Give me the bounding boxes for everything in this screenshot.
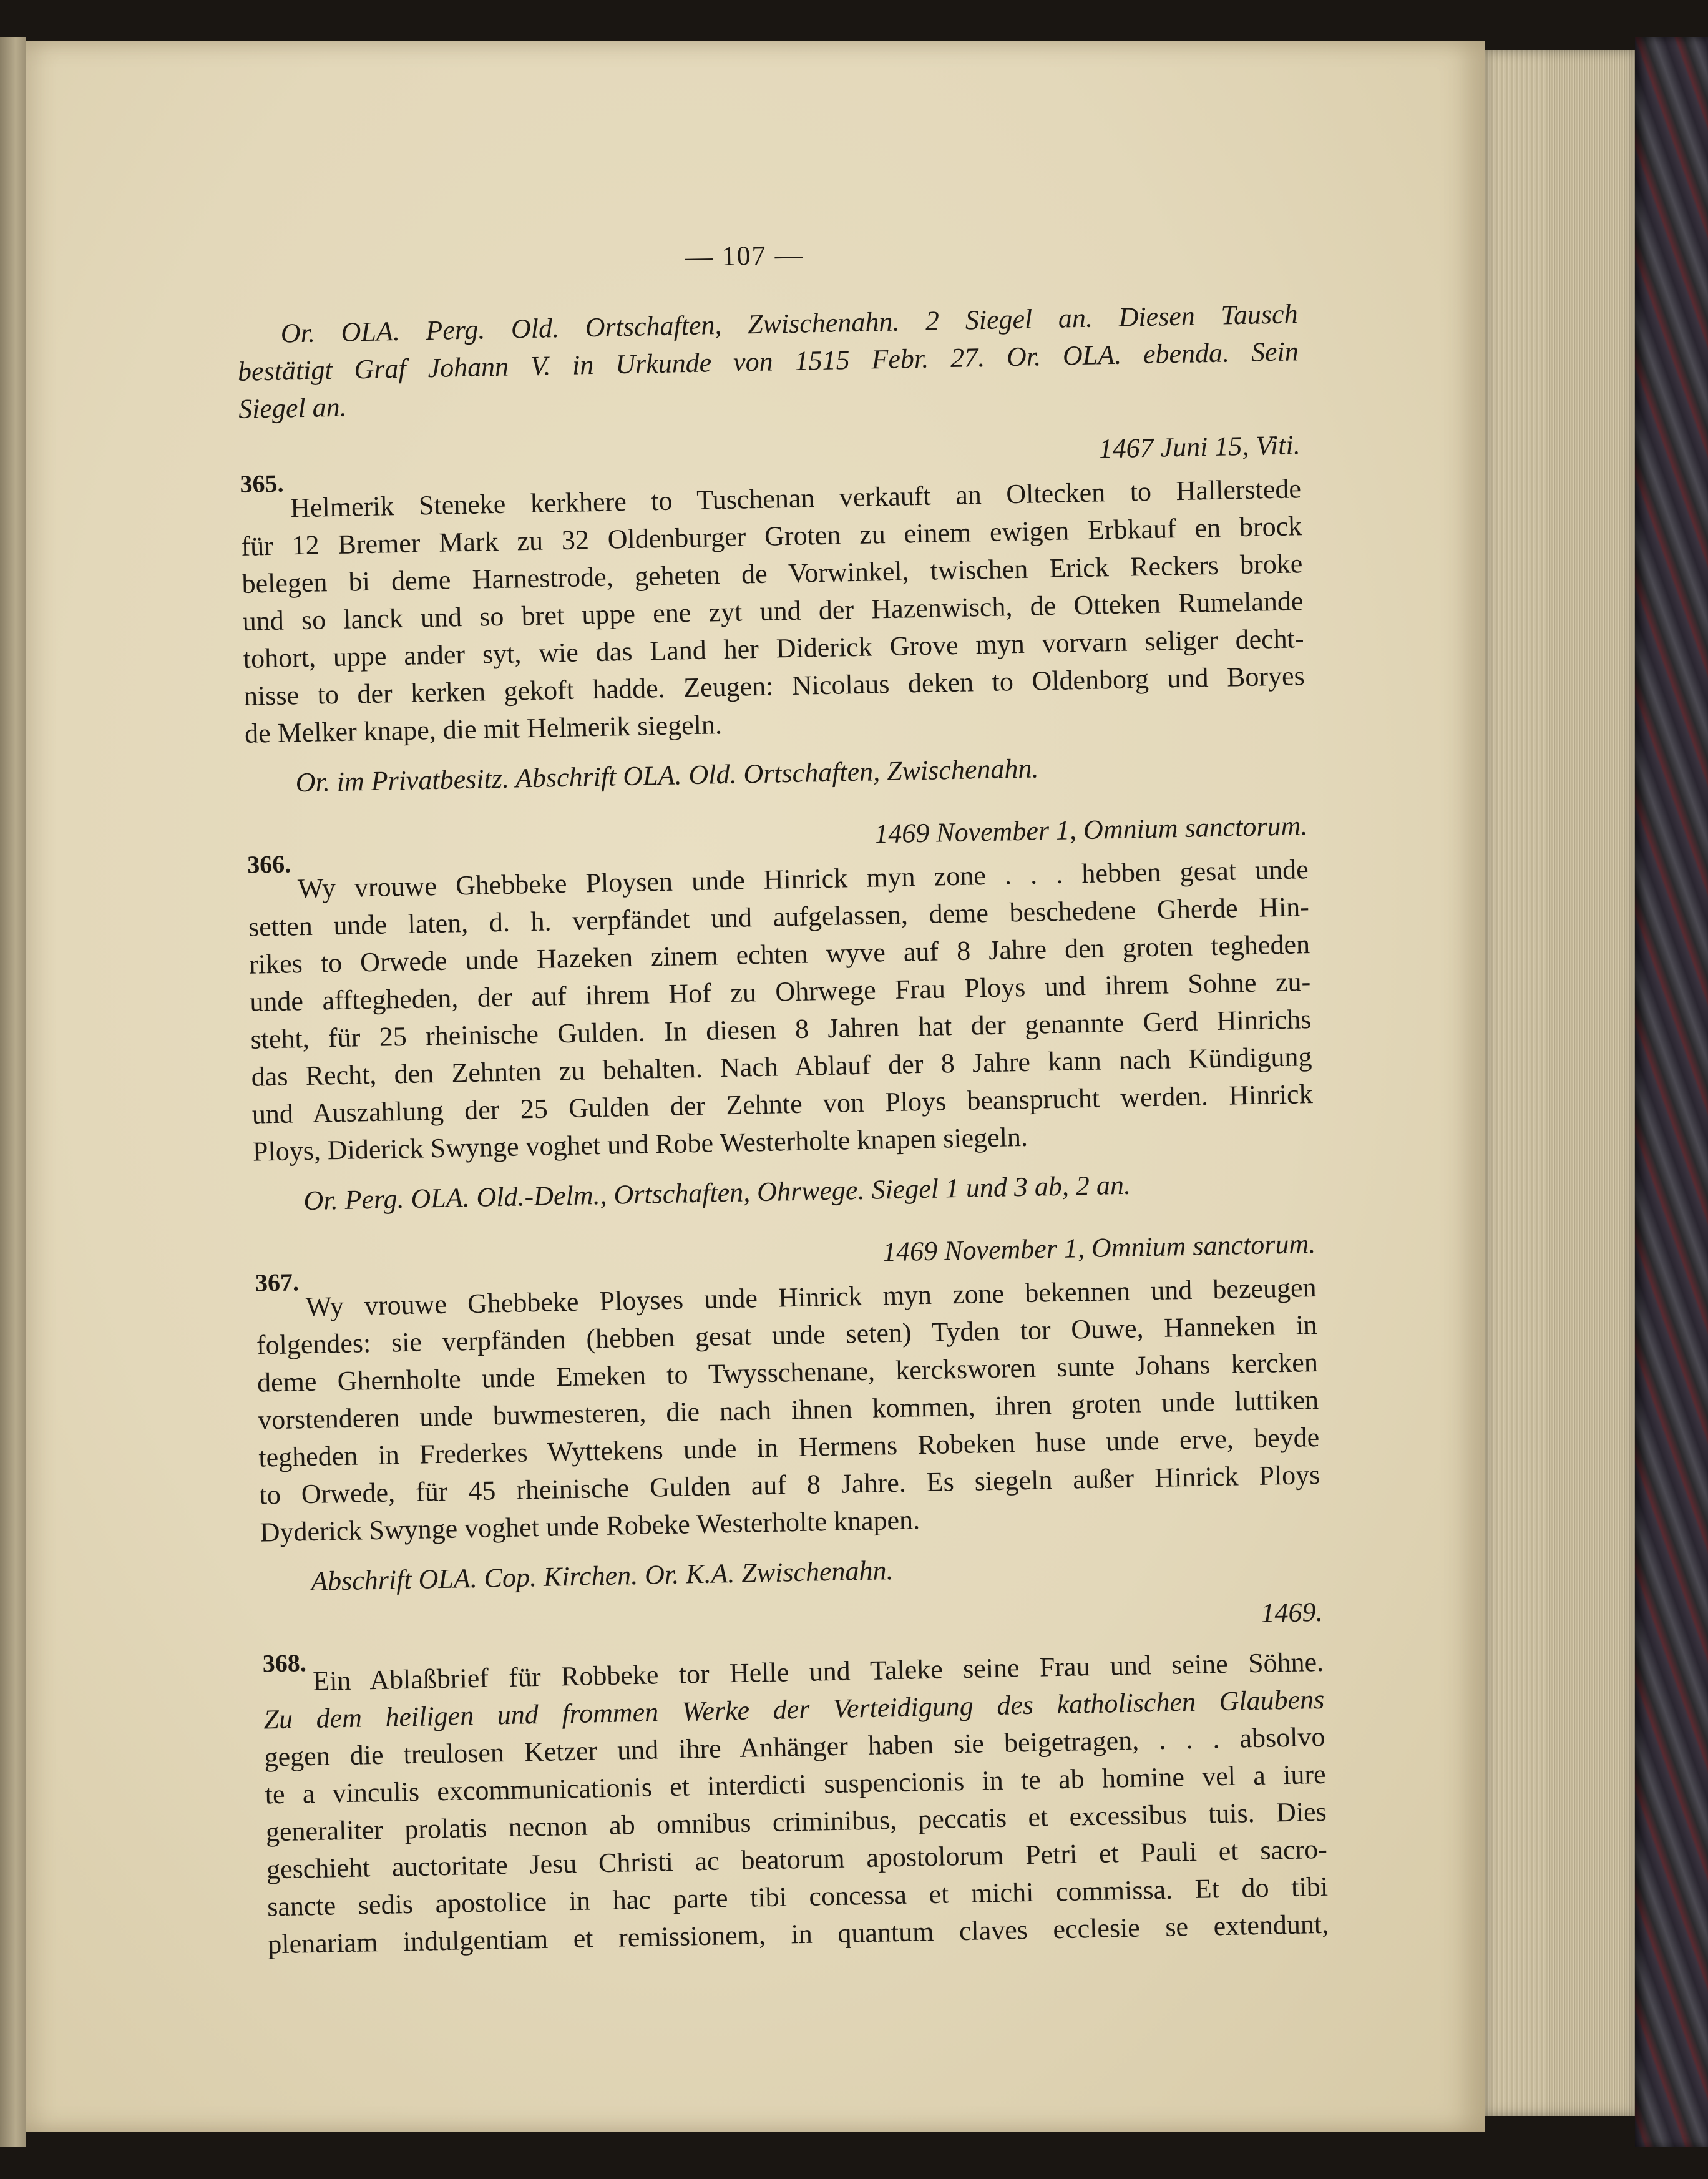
body-line: Ein Ablaßbrief für Robbeke tor Helle und Taleke seine Frau und seine Söhne. xyxy=(312,1646,1324,1697)
body-line: Wy vrouwe Ghebbeke Ploysen unde Hinrick myn zone . . . hebben gesat unde xyxy=(297,854,1309,904)
source-line: Abschrift OLA. Cop. Kirchen. Or. K.A. Zwischenahn. xyxy=(310,1555,894,1597)
entry-date: 1469. xyxy=(1261,1596,1323,1628)
intro-line: Siegel an. xyxy=(238,391,348,424)
entry-body xyxy=(247,851,1314,1171)
body-line: plenariam indulgentiam et remissionem, in quantum claves ecclesie se extendunt, xyxy=(267,1908,1329,1960)
left-page-edge xyxy=(0,37,26,2147)
body-line: sancte sedis apostolice in hac parte tibi concessa et michi commissa. Et do tibi xyxy=(266,1871,1329,1922)
source-line: Or. Perg. OLA. Old.-Delm., Ortschaften, Ohrwege. Siegel 1 und 3 ab, 2 an. xyxy=(303,1169,1131,1217)
entry-body xyxy=(263,1643,1329,1964)
body-line: Zu dem heiligen und frommen Werke der Verteidigung des katholischen Glaubens xyxy=(263,1683,1325,1735)
page-block-edges xyxy=(1485,50,1635,2116)
entry-date: 1469 November 1, Omnium sanctorum. xyxy=(874,810,1308,850)
entry-source xyxy=(245,745,1307,803)
entry-number: 366. xyxy=(246,850,291,879)
body-line: gegen die treulosen Ketzer und ihre Anhänger haben sie beigetragen, . . . absolvo xyxy=(264,1721,1325,1773)
body-line: steht, für 25 rheinische Gulden. In diesen 8 Jahren hat der genannte Gerd Hinrichs xyxy=(250,1004,1312,1055)
entry-number: 368. xyxy=(262,1648,307,1678)
entry-date: 1469 November 1, Omnium sanctorum. xyxy=(882,1228,1316,1268)
body-line: nisse to der kerken gekoft hadde. Zeugen: Nicolaus deken to Oldenborg und Boryes xyxy=(243,660,1305,712)
entry-body xyxy=(255,1269,1321,1552)
marbled-cover xyxy=(1635,37,1708,2147)
body-line: unde afftegheden, der auf ihrem Hof zu Ohrwege Frau Ploys und ihrem Sohne zu- xyxy=(249,966,1311,1017)
book-page xyxy=(26,41,1485,2132)
body-line: Ploys, Diderick Swynge voghet und Robe Westerholte knapen siegeln. xyxy=(252,1121,1028,1167)
body-line: für 12 Bremer Mark zu 32 Oldenburger Groten zu einem ewigen Erbkauf en brock xyxy=(240,511,1302,562)
intro-line: bestätigt Graf Johann V. in Urkunde von 1515 Febr. 27. Or. OLA. ebenda. Sein xyxy=(237,336,1299,387)
page-number: — 107 — xyxy=(685,239,804,273)
body-line: belegen bi deme Harnestrode, geheten de Vorwinkel, twischen Erick Reckers broke xyxy=(242,548,1303,599)
body-line: Helmerik Steneke kerkhere to Tuschenan verkauft an Oltecken to Hallerstede xyxy=(290,473,1302,524)
body-line: und so lanck und so bret uppe ene zyt und der Hazenwisch, de Otteken Rumelande xyxy=(242,585,1304,637)
body-line: te a vinculis excommunicationis et interdicti suspencionis in te ab homine vel a iure xyxy=(265,1758,1326,1810)
body-line: generaliter prolatis necnon ab omnibus criminibus, peccatis et excessibus tuis. Dies xyxy=(265,1796,1327,1848)
entry-number: 367. xyxy=(255,1268,300,1297)
body-line: setten unde laten, d. h. verpfändet und aufgelassen, deme beschedene Gherde Hin- xyxy=(248,891,1310,943)
body-line: folgendes: sie verpfänden (hebben gesat unde seten) Tyden tor Ouwe, Hanneken in xyxy=(256,1309,1318,1361)
body-line: geschieht auctoritate Jesu Christi ac beatorum apostolorum Petri et Pauli et sacro- xyxy=(266,1833,1328,1885)
intro-paragraph xyxy=(237,295,1299,428)
source-line: Or. im Privatbesitz. Abschrift OLA. Old. Ortschaften, Zwischenahn. xyxy=(295,753,1039,798)
body-line: deme Ghernholte unde Emeken to Twysschenane, kercksworen sunte Johans kercken xyxy=(256,1346,1319,1398)
body-line: tegheden in Frederkes Wyttekens unde in Hermens Robeken huse unde erve, beyde xyxy=(258,1421,1320,1473)
entry-number: 365. xyxy=(240,469,284,498)
body-line: Wy vrouwe Ghebbeke Ployses unde Hinrick myn zone bekennen und bezeugen xyxy=(305,1272,1317,1323)
body-line: Dyderick Swynge voghet unde Robeke Westerholte knapen. xyxy=(260,1504,920,1548)
body-line: rikes to Orwede unde Hazeken zinem echten wyve auf 8 Jahre den groten tegheden xyxy=(248,929,1310,980)
page-text xyxy=(232,58,1329,1960)
body-line: tohort, uppe ander syt, wie das Land her Diderick Grove myn vorvarn seliger decht- xyxy=(243,623,1305,674)
body-line: vorstenderen unde buwmesteren, die nach ihnen kommen, ihren groten unde luttiken xyxy=(257,1384,1319,1436)
intro-line: Or. OLA. Perg. Old. Ortschaften, Zwischenahn. 2 Siegel an. Diesen Tausch xyxy=(280,298,1299,349)
body-line: das Recht, den Zehnten zu behalten. Nach Ablauf der 8 Jahre kann nach Kündigung xyxy=(251,1041,1312,1092)
body-line: und Auszahlung der 25 Gulden der Zehnte von Ploys beansprucht werden. Hinrick xyxy=(251,1079,1314,1130)
entry-date: 1467 Juni 15, Viti. xyxy=(1098,429,1301,464)
entry-source xyxy=(261,1544,1322,1602)
entry-body xyxy=(240,470,1306,753)
body-line: to Orwede, für 45 rheinische Gulden auf 8 Jahre. Es siegeln außer Hinrick Ploys xyxy=(259,1459,1320,1511)
entry-source xyxy=(253,1163,1315,1221)
body-line: de Melker knape, die mit Helmerik siegeln. xyxy=(244,709,723,749)
